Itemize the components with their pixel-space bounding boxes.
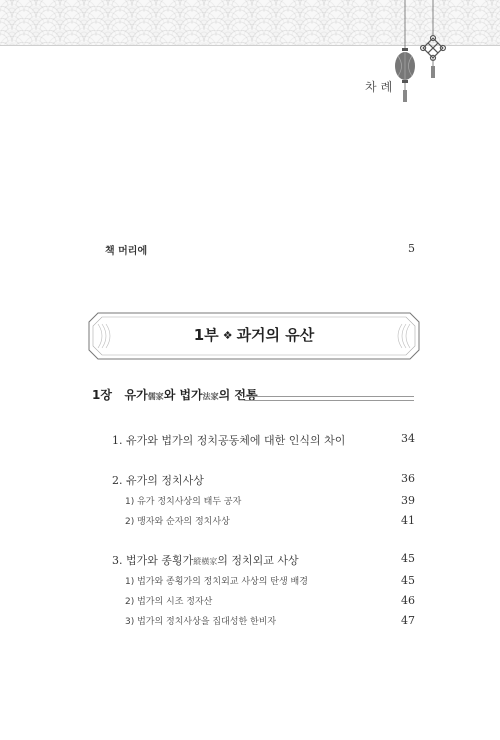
entry-page: 41: [401, 514, 415, 527]
part-number: 1부: [193, 326, 219, 344]
entry-label: 3) 법가의 정치사상을 집대성한 한비자: [125, 617, 277, 627]
toc-subentry[interactable]: [0, 594, 500, 612]
entry-label: [112, 552, 299, 568]
entry-page: 34: [401, 432, 415, 445]
chapter-hanja-b: 法家: [202, 392, 219, 401]
part-name: 과거의 유산: [236, 326, 315, 344]
entry-page: 45: [401, 574, 415, 587]
chapter-title-a: 유가: [124, 388, 148, 402]
toc-title: 차례: [365, 80, 397, 94]
entry-label: 1) 유가 정치사상의 태두 공자: [125, 497, 242, 507]
entry-page: 46: [401, 594, 415, 607]
chapter-title-b: 와 법가: [163, 388, 203, 402]
entry-page: 36: [401, 472, 415, 485]
entry-label: 2. 유가의 정치사상: [112, 474, 204, 487]
toc-entry[interactable]: [0, 432, 500, 450]
entry-label: 2) 맹자와 순자의 정치사상: [125, 517, 230, 527]
part-title[interactable]: [88, 324, 420, 345]
entry-page: 45: [401, 552, 415, 565]
entry-page: 47: [401, 614, 415, 627]
preface-page: 5: [408, 242, 415, 255]
chapter-number: 1장: [92, 388, 112, 402]
entry-label: 1. 유가와 법가의 정치공동체에 대한 인식의 차이: [112, 434, 346, 447]
entry-label-a: 3. 법가와 종횡가: [112, 554, 194, 567]
toc-entry[interactable]: [0, 472, 500, 490]
entry-page: 39: [401, 494, 415, 507]
entry-hanja: 縱橫家: [193, 557, 218, 566]
toc-subentry[interactable]: [0, 494, 500, 512]
preface-label: 책 머리에: [105, 246, 148, 257]
knot-ornament-icon: [420, 0, 446, 82]
toc-subentry[interactable]: [0, 614, 500, 632]
preface-row[interactable]: [0, 242, 500, 260]
toc-entry[interactable]: [0, 552, 500, 570]
chapter-divider: [244, 396, 414, 401]
chapter-hanja-a: 儒家: [147, 392, 164, 401]
toc-subentry[interactable]: [0, 574, 500, 592]
diamond-icon: ❖: [222, 329, 233, 342]
entry-label-b: 의 정치외교 사상: [217, 554, 299, 567]
entry-label: 1) 법가와 종횡가의 정치외교 사상의 탄생 배경: [125, 577, 308, 587]
chapter-title-c: 의 전통: [218, 388, 258, 402]
entry-label: 2) 법가의 시조 정자산: [125, 597, 213, 607]
toc-subentry[interactable]: [0, 514, 500, 532]
